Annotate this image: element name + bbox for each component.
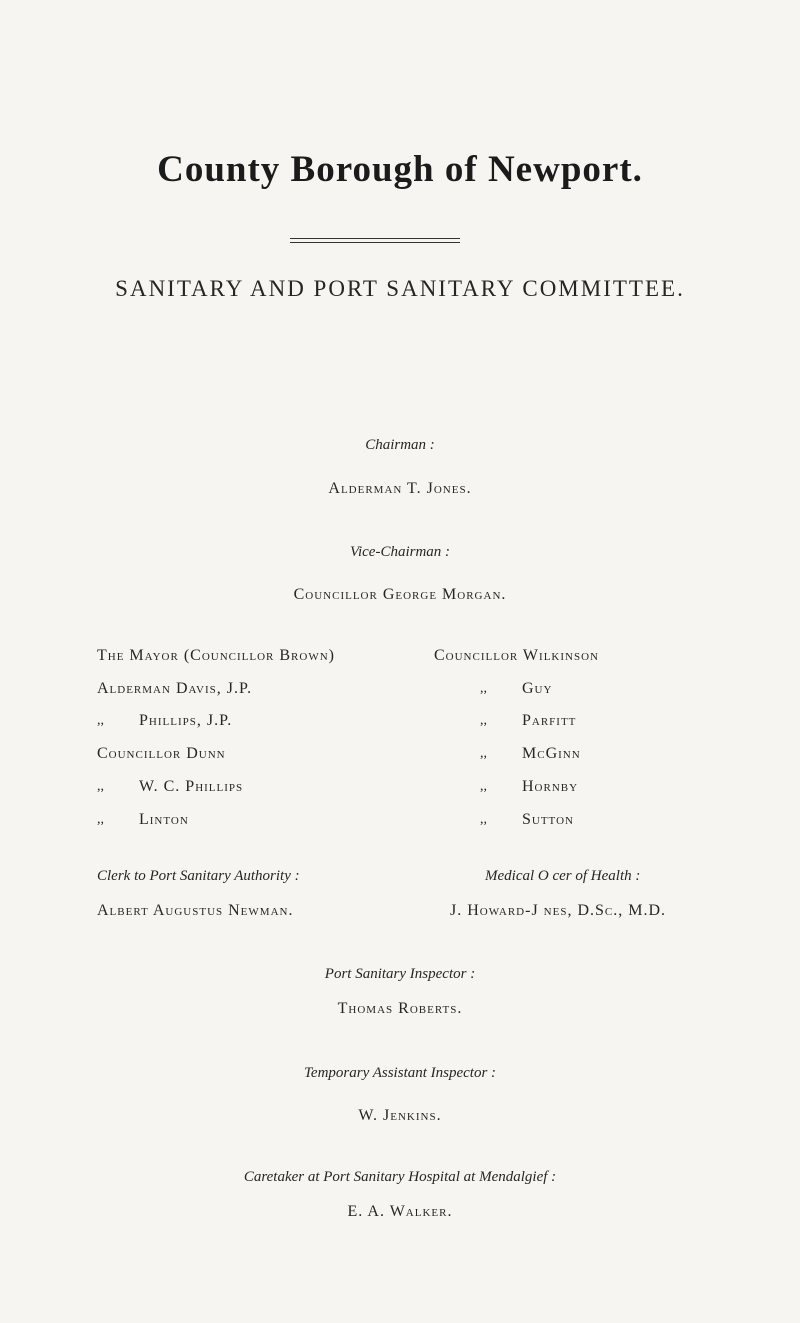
ditto-mark: ,, (97, 779, 104, 794)
member-right-3: McGinn (522, 745, 581, 762)
ditto-mark: ,, (480, 713, 487, 728)
ditto-mark: ,, (480, 746, 487, 761)
member-left-5: W. C. Phillips (139, 778, 244, 795)
vice-chairman-name: Councillor George Morgan. (293, 586, 507, 603)
member-left-6: Linton (139, 811, 189, 828)
ditto-mark: ,, (480, 779, 487, 794)
member-right-1: Guy (522, 680, 553, 697)
ditto-mark: ,, (97, 713, 104, 728)
inspector-name: Thomas Roberts. (337, 1000, 463, 1017)
clerk-label: Clerk to Port Sanitary Authority : (97, 868, 300, 884)
member-right-5: Sutton (522, 811, 574, 828)
member-left-4: Councillor Dunn (97, 745, 226, 762)
ditto-mark: ,, (480, 681, 487, 696)
committee-title: SANITARY AND PORT SANITARY COMMITTEE. (115, 276, 685, 301)
clerk-name: Albert Augustus Newman. (97, 902, 294, 919)
ditto-mark: ,, (480, 812, 487, 827)
assistant-name: W. Jenkins. (358, 1107, 442, 1124)
member-right-4: Hornby (522, 778, 579, 795)
assistant-label: Temporary Assistant Inspector : (303, 1065, 497, 1081)
caretaker-label: Caretaker at Port Sanitary Hospital at Mendalgief : (243, 1169, 557, 1185)
vice-chairman-label: Vice-Chairman : (349, 544, 451, 560)
member-left-1: The Mayor (Councillor Brown) (97, 647, 335, 664)
medical-officer-label: Medical O cer of Health : (485, 868, 641, 884)
chairman-label: Chairman : (365, 437, 435, 453)
chairman-name: Alderman T. Jones. (328, 480, 472, 497)
inspector-label: Port Sanitary Inspector : (324, 966, 476, 982)
heading-rule (290, 238, 460, 243)
ditto-mark: ,, (97, 812, 104, 827)
document-heading: County Borough of Newport. (157, 149, 643, 190)
medical-officer-name: J. Howard-J nes, D.Sc., M.D. (450, 902, 667, 919)
member-left-2: Alderman Davis, J.P. (97, 680, 253, 697)
caretaker-name: E. A. Walker. (347, 1203, 453, 1220)
member-right-lead: Councillor Wilkinson (434, 647, 599, 664)
member-left-3: Phillips, J.P. (139, 712, 233, 729)
member-right-2: Parfitt (522, 712, 577, 729)
